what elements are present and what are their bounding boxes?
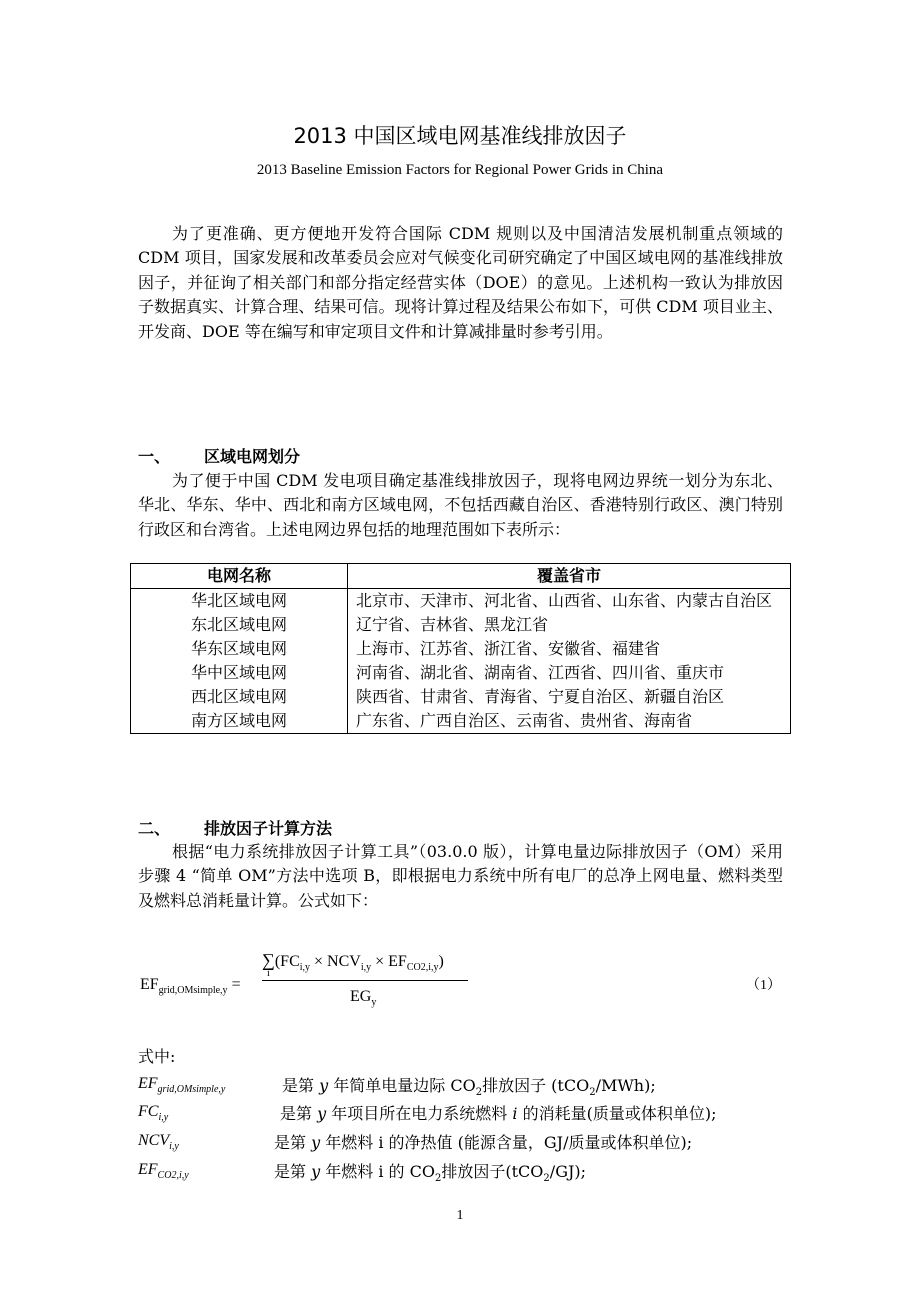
sum-symbol: ∑ i	[262, 950, 275, 979]
table-row	[131, 661, 791, 685]
section2-paragraph: 根据“电力系统排放因子计算工具”（03.0.0 版），计算电量边际排放因子（OM）采用步骤 4 “简单 OM”方法中选项 B，即根据电力系统中所有电厂的总净上网电量、燃料类型及燃料总消耗量计算。公式如下：	[138, 842, 783, 910]
coverage-cell: 河南省、湖北省、湖南省、江西省、四川省、重庆市	[348, 661, 791, 685]
definition-row	[138, 1130, 693, 1153]
grid-name-cell: 华北区域电网	[131, 589, 348, 614]
section1-title: 区域电网划分	[204, 447, 301, 466]
definition-row	[138, 1159, 587, 1185]
grid-name-cell: 西北区域电网	[131, 685, 348, 709]
header-grid-name: 电网名称	[131, 564, 348, 589]
fraction-line	[262, 980, 468, 981]
definition-text: 是第 y 年简单电量边际 $CO_2$排放因子 (tCO$_2$/MWh);	[282, 1076, 656, 1099]
definition-row	[138, 1073, 656, 1099]
grid-name-cell: 东北区域电网	[131, 613, 348, 637]
equation-number: （1）	[746, 978, 781, 993]
coverage-cell: 陕西省、甘肃省、青海省、宁夏自治区、新疆自治区	[348, 685, 791, 709]
page-title: 2013 中国区域电网基准线排放因子	[293, 124, 627, 148]
page-number: 1	[456, 1208, 464, 1223]
grid-coverage-table	[130, 563, 791, 734]
formula-denominator: $EG_y$	[350, 988, 377, 1009]
definition-symbol: $NCV_{i,y}$	[138, 1132, 179, 1153]
grid-name-cell: 南方区域电网	[131, 709, 348, 734]
formula-lhs: $EF_{grid,OMsimple,y}$ =	[140, 976, 241, 997]
grid-name-cell: 华东区域电网	[131, 637, 348, 661]
section1-number: 一、	[138, 447, 171, 466]
coverage-cell: 辽宁省、吉林省、黑龙江省	[348, 613, 791, 637]
section2-heading	[138, 816, 332, 839]
page-subtitle: 2013 Baseline Emission Factors for Regional Power Grids in China	[256, 162, 664, 178]
table-row	[131, 637, 791, 661]
coverage-cell: 上海市、江苏省、浙江省、安徽省、福建省	[348, 637, 791, 661]
definition-symbol: $FC_{i,y}$	[138, 1103, 169, 1124]
where-label: 式中:	[138, 1047, 176, 1066]
section2-number: 二、	[138, 819, 171, 838]
header-coverage: 覆盖省市	[348, 564, 791, 589]
table-row	[131, 613, 791, 637]
definition-text: 是第 y 年项目所在电力系统燃料 i 的消耗量(质量或体积单位);	[280, 1104, 717, 1123]
coverage-cell: 北京市、天津市、河北省、山西省、山东省、内蒙古自治区	[348, 589, 791, 614]
section2-title: 排放因子计算方法	[204, 819, 333, 838]
table-row	[131, 709, 791, 734]
formula-numerator: ∑ i $(FC_{i,y} \times NCV_{i,y} \times EF_{CO2,i,y})$	[262, 950, 444, 979]
table-row	[131, 589, 791, 614]
definition-symbol: $EF_{CO2,i,y}$	[138, 1161, 189, 1182]
definition-symbol: $EF_{grid,OMsimple,y}$	[138, 1075, 226, 1096]
section1-paragraph: 为了便于中国 CDM 发电项目确定基准线排放因子，现将电网边界统一划分为东北、华北、华东、华中、西北和南方区域电网，不包括西藏自治区、香港特别行政区、澳门特别行政区和台湾省。上述电网边界包括的地理范围如下表所示：	[138, 471, 783, 539]
table-row	[131, 685, 791, 709]
om-formula	[140, 948, 790, 1018]
section1-heading	[138, 444, 300, 467]
definition-text: 是第 y 年燃料 i 的净热值 (能源含量，GJ/质量或体积单位);	[274, 1133, 693, 1152]
table-header-row	[131, 564, 791, 589]
coverage-cell: 广东省、广西自治区、云南省、贵州省、海南省	[348, 709, 791, 734]
definition-row	[138, 1101, 717, 1124]
intro-paragraph: 为了更准确、更方便地开发符合国际 CDM 规则以及中国清洁发展机制重点领域的 CDM 项目，国家发展和改革委员会应对气候变化司研究确定了中国区域电网的基准线排放因子，并征询了相关部门和部分指定经营实体（DOE）的意见。上述机构一致认为排放因子数据真实、计算合理、结果可信。现将计算过程及结果公布如下，可供 CDM 项目业主、开发商、DOE 等在编写和审定项目文件和计算减排量时参考引用。	[138, 224, 783, 341]
grid-name-cell: 华中区域电网	[131, 661, 348, 685]
definition-text: 是第 y 年燃料 i 的 $CO_2$排放因子(tCO$_2$/GJ);	[274, 1162, 587, 1185]
